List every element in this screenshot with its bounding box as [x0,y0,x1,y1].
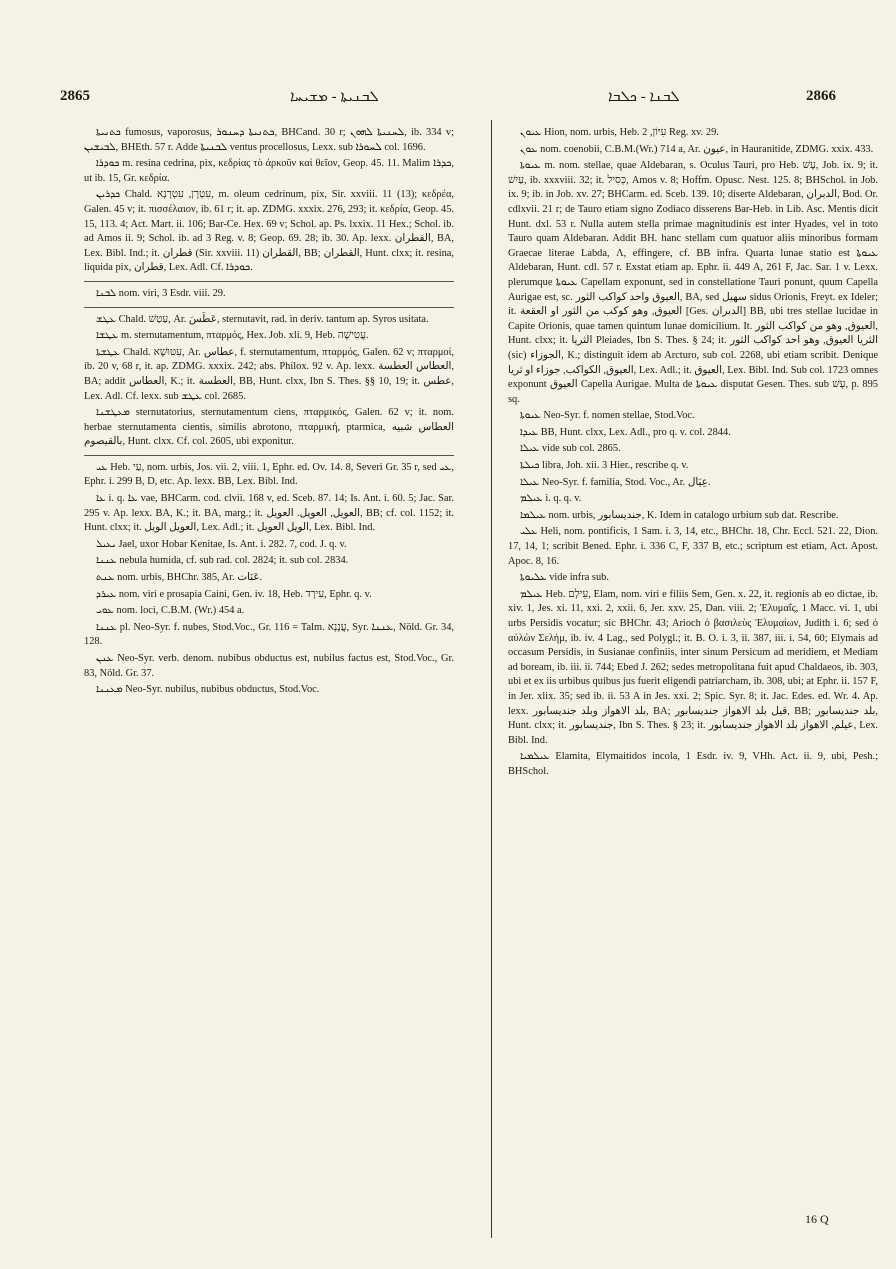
headword: ܥܢܢܐ [96,555,117,567]
headword: ܥܝ [96,461,108,473]
dictionary-entry [508,476,878,491]
entry-text: m. sternutamentum, πταρμός, Hex. Job. xli. 9, Heb. עֲטִישָׁה. [118,330,369,342]
entry-text: Heb. עֵילָם, Elam, nom. viri e filiis Sem, Gen. x. 22, it. regionis ab eo dictae, ib. xiv. 1, Jes. xi. 11, xxi. 2, xxii. 6, Jer. xxv. 25, Dan. viii. 2; Ἐλυμαΐς, 1 Macc. vi. 1, ubi urbs Persidis vocatur; sic BHChr. 43; Arioch ὁ βασιλεὺς Ἐλυμαίων, Judith i. 6; sed ὁ αὐλὼν Σελήμ, ib. iv. 4 Lag., sed Polygl.; it. B. O. i. 3, ii. 387, iii. i. 54, 60; Elymais ad occasum Persidis, in Susianae confiniis, inter sinum Persicum ad meridiem, et Mediam ad boream, ib. iii. ii. 744; Ebed J. 262; sedes metropolitana fuit apud Chaldaeos, ib. 303, ubi et ex iis urbibus quibus jus fuerit eligendi patriarcham, ib. 308, ubi; at Ephr. ii. 157 F, in Jer. xlix. 35; sed ib. ii. 53 A in Jes. xxi. 2; Spic. Syr. 8; it. Jac. Edes. ed. Wr. 4. Ap. lexx. بلد الاهواز وبلد جنديسابور, BA; قيل بلد الاهواز جنديسابور, BB; بلد جنديسابور, Hunt. clxx; it. جنديسابور, Ibn S. Thes. § 23; it. عيلم, الاهواز بلد الاهواز جنديسابور, Lex. Bibl. Ind. [508,588,879,746]
dictionary-entry [84,461,454,490]
entry-text: libra, Joh. xii. 3 Hier., rescribe q. v. [539,460,689,472]
headword: ܥܝܠܡܝܐ [520,751,550,763]
headword: ܥܝܪܕ [96,588,117,600]
headword: ܟܘܕܪܐ [96,158,120,170]
dictionary-entry [84,157,454,186]
headword: ܟܕܪܝܢ [96,189,121,201]
dictionary-entry [508,525,878,569]
dictionary-entry [84,554,454,569]
dictionary-entry [84,492,454,536]
entry-text: nom. coenobii, C.B.M.(Wr.) 714 a, Ar. عيون, in Hauranitide, ZDMG. xxix. 433. [537,143,874,155]
headword: ܡܥܢܢܐ [96,684,123,696]
entry-text: sternutatorius, sternutamentum ciens, πταρμικός, Galen. 62 v; it. nom. herbae sternutamenta cientis, similis abrotono, πταρμική, ptarmica, العطاس شبيه بالقيصوم, Hunt. clxx. Cf. col. 2605, ubi exponitur. [84,407,454,448]
headword: ܝܥܝܠ [96,538,116,550]
entry-text: Neo-Syr. f. nomen stellae, Stod.Voc. [540,410,695,422]
headword: ܥܛܫܬܐ [96,346,120,358]
headword: ܠܒܢܐ [96,287,117,299]
dictionary-entry [508,442,878,457]
page-number-left: 2865 [60,88,90,104]
headword: ܟܝܠܬܐ [520,460,540,472]
headword: ܡܥܛܫܢܐ [96,407,130,419]
headword: ܥܝܠܐ [520,476,540,488]
page-number-right: 2866 [806,88,836,104]
headword: ܥܝܠܐ [520,443,540,455]
headword: ܥܝܠܡ [520,588,543,600]
dictionary-entry [84,329,454,344]
entry-text: vide sub col. 2865. [539,443,621,455]
dictionary-entry [84,313,454,328]
dictionary-entry [84,604,454,619]
entry-separator [84,307,454,308]
running-head-left: ܠܒܢܝܬܐ - ܡܫܝܚܐ [290,89,379,105]
entry-text: fumosus, vaporosus, ܟܬܢܝܬܐ ܕܚܢܘܪ, BHCand. 30 r; ܠܚܢܝܬܐ ܠܗܘܢ, ib. 334 v; ܠܒܝܫܝܢ, BHEth. 57 r. Adde ܠܒܢܝܬܐ ventus procellosus, Lexx. sub ܠܚܘܪܐ col. 1696. [84,127,454,153]
headword: ܥܝܘܬܐ [520,410,541,422]
entry-text: nom. viri, 3 Esdr. viii. 29. [116,287,226,299]
entry-text: Heli, nom. pontificis, 1 Sam. i. 3, 14, etc., BHChr. 18, Chr. Eccl. 521. 22, Dion. 17, 14, 1; scribit Bened. Ephr. i. 336 C, F, 337 B, etc.; scriptum est etiam, Act. Apost. Apoc. 8, 16. [508,526,878,567]
right-column [508,126,878,782]
dictionary-entry [508,571,878,586]
headword: ܥܝܕܐ [520,426,539,438]
entry-separator [84,281,454,282]
entry-text: BB, Hunt. clxx, Lex. Adl., pro q. v. col. 2844. [538,426,731,438]
dictionary-entry [508,492,878,507]
dictionary-entry [508,459,878,474]
headword: ܥܝܘܬܐ [520,160,541,172]
entry-text: m. nom. stellae, quae Aldebaran, s. Oculus Tauri, pro Heb. עָשׁ, Job. ix. 9; it. עַיִשׁ, ib. xxxviii. 32; it. כְּסִיל, Amos v. 8; Hoffm. Opusc. Nest. 125. 8; BHSchol. in Job. ix. 9; ib. in Job. xv. 27; BHCarm. ed. Sceb. 139. 10; diserte Aldebaran, الدبران, Bod. Or. cdlxvii. 21 r; de Tauro etiam signo Zodiaco disserens Bar-Heb. in Lib. Asc. Mentis dicit Hunt. dxl. 53 r. Nulla autem stella primae magnitudinis est inter Hyades, vel in toto Tauro quam Aldebaran. Addit BH. hanc stellam cum quatuor aliis minoribus formam Graecae literae Labda, Λ, effingere, cf. BB infra. Quarta lunae statio est ܥܝܘܬܐ Aldebaran, Hunt. cdl. 57 r. Exstat etiam ap. Ephr. ii. 449 A, 261 F, Jac. Sar. 1 v. Lexx. plerumque ܥܝܘܬܐ Capellam exponunt, sed in constellatione Tauri ponunt, quum Capella Aurigae est, sc. العيوق واحد كواكب الثور, BA, sed سهيل sidus Orionis, Freyt. ex Ideler; it. العيوق, وهو كوكب من الثور او العقعة [Ges. الدبران] BB, ubi tres stellae lucidae in Capite Orionis, quae tamen quintum lunae domicilium. It. العيوق, وهو من كواكب الثور, Hunt. clxx; it. الثريا Pleiades, Ibn S. Thes. § 24; it. الثريا العيوق, وهو احد كواكب الثور (sic) الجوزاء, K.; distinguit idem ab Arcturo, sub col. 2268, ubi etiam scribit. Denique العيوق, الكواكب, جوزاء او ثريا, Lex. Adl.; it. العيوق, Lex. Bibl. Ind. Sub col. 1723 omnes exponunt العيوق Capella Aurigae. Multa de ܥܝܘܬܐ disputat Gesen. Thes. sub עָשׁ, p. 895 sq. [508,160,879,405]
entry-text: Neo-Syr. verb. denom. nubibus obductus est, nubilus factus est, Stod.Voc., Gr. 83, Nöld. Gr. 37. [84,653,454,679]
entry-text: Chald. עִטּוּשָׁא, Ar. عطاس, f. sternutamentum, πταρμός, Galen. 62 v; πταρμοί, ib. 20 v, 68 r, it. ap. ZDMG. xxxix. 242; abs. Philox. 92 v. Ap. lexx. العطاس العطسة, BA; addit العطاس, K.; it. العطسة, BB, Hunt. clxx, Ibn S. Thes. §§ 10, 19; it. عطس, Lex. Adl. Cf. lexx. sub ܥܛܫ col. 2685. [84,346,455,402]
dictionary-entry [84,126,454,155]
entry-text: nebula humida, cf. sub rad. col. 2824; it. sub col. 2834. [116,555,349,567]
dictionary-entry [508,409,878,424]
running-head [60,88,836,112]
entry-text: Chald. עִטְרָן, עִטְרָנָא, m. oleum cedrinum, pix, Sir. xxviii. 11 (13); κεδρέα, Galen. 45 v; it. πισσέλαιον, ib. 61 r; it. ap. ZDMG. xxxix. 276, 293; it. κεδρία, Geop. 45. 15, 113. 4; Act. Mart. ii. 106; Bar-Ce. Hex. 69 v; Schol. ap. Ps. lxxix. 11 Hex.; Schol. ib. ad Amos ii. 9; Schol. ib. ad 3 Reg. v. 8; Geop. 69. 28; ib. 30. Ap. lexx. القطران, BA, Lex. Bibl. Ind.; it. قطران (Sir. xxviii. 11) القطران, BB; القطران, Hunt. clxx; it. resina, liquida pix, قطران, Lex. Adl. Cf. ܟܘܕܪܐ. [84,189,454,274]
headword: ܥܢܬ [96,572,115,584]
entry-text: Jael, uxor Hobar Kenitae, Is. Ant. i. 282. 7, cod. J. q. v. [115,538,347,550]
headword: ܥܢܢܐ [96,621,117,633]
headword: ܥܝܘܢ [520,127,542,138]
entry-text: nom. loci, C.B.M. (Wr.) 454 a. [113,605,245,617]
dictionary-entry [508,509,878,524]
dictionary-entry [84,287,454,302]
headword: ܥܠܝ [520,526,538,538]
entry-text: Elamita, Elymaitidos incola, 1 Esdr. iv. 9, VHh. Act. ii. 9, ubi, Pesh.; BHSchol. [508,751,878,777]
dictionary-entry [508,143,878,158]
headword: ܥܐ [96,493,106,505]
dictionary-entry [508,426,878,441]
headword: ܟܬܢܝܬܐ [96,127,121,138]
column-divider [491,120,492,1238]
dictionary-entry [84,538,454,553]
entry-text: m. resina cedrina, pix, κεδρίας τὸ ἀρκοῦν καὶ θεῖον, Geop. 45. 11. Malim ܟܕܪܐ, ut ib. 15, Gr. κεδρία. [84,158,454,184]
dictionary-entry [84,188,454,276]
headword: ܥܘܢ [520,143,538,155]
headword: ܥܛܫܐ [96,330,119,342]
dictionary-entry [508,750,878,779]
entry-text: Neo-Syr. nubilus, nubibus obductus, Stod.Voc. [122,684,320,696]
signature-mark: 16 Q [805,1212,829,1226]
headword: ܥܘܝ [96,605,114,617]
dictionary-entry [508,126,878,141]
dictionary-entry [508,159,878,407]
dictionary-entry [84,406,454,450]
dictionary-entry [84,621,454,650]
entry-text: Neo-Syr. f. familia, Stod. Voc., Ar. عِيَال. [539,476,711,488]
entry-text: Heb. עַי, nom. urbis, Jos. vii. 2, viii. 1, Ephr. ed. Ov. 14. 8, Severi Gr. 35 r, sed ܥܝ, Ephr. i. 299 B, D, etc. Ap. lexx. BB, Lex. Bibl. Ind. [84,461,454,488]
dictionary-entry [84,683,454,698]
dictionary-entry [84,588,454,603]
entry-text: i. q. q. v. [542,493,582,505]
entry-text: nom. urbis, BHChr. 385, Ar. عَنَات. [114,572,263,584]
headword: ܥܢܢ [96,653,114,664]
entry-text: pl. Neo-Syr. f. nubes, Stod.Voc., Gr. 116 = Talm. עֲנָנָא, Syr. ܥܢܢܐ, Nöld. Gr. 34, 128. [84,621,454,648]
left-column [84,126,454,700]
headword: ܥܝܠܡ [520,493,543,505]
entry-separator [84,455,454,456]
headword: ܥܛܫ [96,313,116,325]
headword: ܥܝܠܡܐ [520,509,546,521]
dictionary-entry [508,588,878,749]
entry-text: Chald. עַטַשׁ, Ar. عَطَسَ, sternutavit, rad. in deriv. tantum ap. Syros usitata. [116,313,429,325]
entry-text: i. q. ܥܐ vae, BHCarm. cod. clvii. 168 v, ed. Sceb. 87. 14; Is. Ant. i. 60. 5; Jac. Sar. 295 v. Ap. lexx. BA, K.; it. BA, marg.; it. العويل, العويل. العويل, BB; cf. col. 1152; it. Hunt. clxx; it. العويل الويل, Lex. Adl.; it. الويل العويل, Lex. Bibl. Ind. [84,493,455,534]
entry-text: Hion, nom. urbis, Heb. עִיּוֹן, 2 Reg. xv. 29. [541,127,719,138]
entry-text: nom. urbis, جنديسابور, K. Idem in catalogo urbium sub dat. Rescribe. [545,509,839,521]
headword: ܥܠܝܘܬܐ [520,572,547,584]
dictionary-entry [84,346,454,404]
entry-text: nom. viri e prosapia Caini, Gen. iv. 18, Heb. עִירָד, Ephr. q. v. [116,588,372,600]
entry-text: vide infra sub. [546,572,609,584]
dictionary-entry [84,652,454,681]
dictionary-entry [84,571,454,586]
running-head-right: ܠܒܢܐ - ܟܠܒܐ [608,89,680,105]
